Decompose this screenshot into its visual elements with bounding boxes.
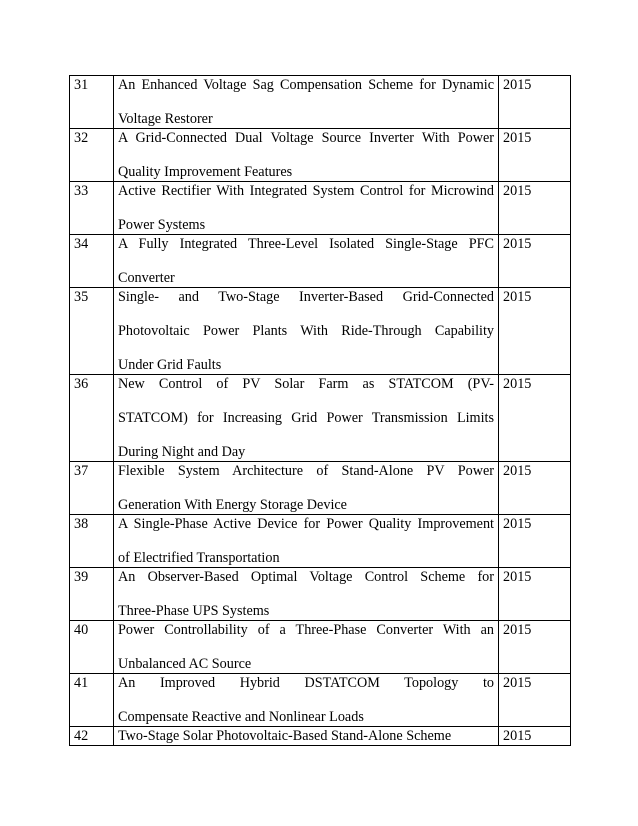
table-row bbox=[70, 76, 571, 129]
row-number: 39 bbox=[70, 568, 114, 621]
table-row bbox=[70, 182, 571, 235]
paper-title bbox=[114, 182, 499, 235]
row-number: 32 bbox=[70, 129, 114, 182]
publication-year: 2015 bbox=[499, 462, 571, 515]
paper-title bbox=[114, 727, 499, 746]
paper-title-line: Two-Stage Solar Photovoltaic-Based Stand-Alone Scheme bbox=[118, 728, 452, 744]
paper-title bbox=[114, 375, 499, 462]
paper-title bbox=[114, 515, 499, 568]
paper-title-line: Active Rectifier With Integrated System Control for Microwind bbox=[118, 183, 494, 199]
paper-title-line: Compensate Reactive and Nonlinear Loads bbox=[118, 709, 364, 725]
paper-title-line: A Grid-Connected Dual Voltage Source Inverter With Power bbox=[118, 130, 494, 146]
paper-title bbox=[114, 129, 499, 182]
table-row bbox=[70, 568, 571, 621]
table-row bbox=[70, 129, 571, 182]
row-number: 31 bbox=[70, 76, 114, 129]
paper-title bbox=[114, 621, 499, 674]
publication-year: 2015 bbox=[499, 674, 571, 727]
row-number: 37 bbox=[70, 462, 114, 515]
table-row bbox=[70, 375, 571, 462]
paper-title bbox=[114, 235, 499, 288]
paper-title-line: STATCOM) for Increasing Grid Power Transmission Limits bbox=[118, 410, 494, 426]
row-number: 42 bbox=[70, 727, 114, 746]
paper-title bbox=[114, 568, 499, 621]
publication-year: 2015 bbox=[499, 621, 571, 674]
row-number: 36 bbox=[70, 375, 114, 462]
paper-title-line: Single- and Two-Stage Inverter-Based Grid-Connected bbox=[118, 289, 494, 305]
row-number: 35 bbox=[70, 288, 114, 375]
paper-title-line: Unbalanced AC Source bbox=[118, 656, 252, 672]
publication-year: 2015 bbox=[499, 515, 571, 568]
paper-title-line: Voltage Restorer bbox=[118, 111, 213, 127]
paper-title-line: An Observer-Based Optimal Voltage Control Scheme for bbox=[118, 569, 494, 585]
paper-title-line: Power Systems bbox=[118, 217, 206, 233]
table-row bbox=[70, 727, 571, 746]
paper-title bbox=[114, 674, 499, 727]
row-number: 41 bbox=[70, 674, 114, 727]
paper-title-line: During Night and Day bbox=[118, 444, 246, 460]
paper-title-line: An Enhanced Voltage Sag Compensation Scheme for Dynamic bbox=[118, 77, 494, 93]
paper-title-line: New Control of PV Solar Farm as STATCOM (PV- bbox=[118, 376, 494, 392]
table-row bbox=[70, 674, 571, 727]
row-number: 40 bbox=[70, 621, 114, 674]
publication-year: 2015 bbox=[499, 568, 571, 621]
papers-table bbox=[69, 75, 571, 746]
table-row bbox=[70, 288, 571, 375]
paper-title bbox=[114, 76, 499, 129]
paper-title-line: Generation With Energy Storage Device bbox=[118, 497, 347, 513]
paper-title-line: A Fully Integrated Three-Level Isolated Single-Stage PFC bbox=[118, 236, 494, 252]
paper-title-line: A Single-Phase Active Device for Power Quality Improvement bbox=[118, 516, 494, 532]
publication-year: 2015 bbox=[499, 129, 571, 182]
table-row bbox=[70, 235, 571, 288]
publication-year: 2015 bbox=[499, 235, 571, 288]
paper-title-line: An Improved Hybrid DSTATCOM Topology to bbox=[118, 675, 494, 691]
row-number: 33 bbox=[70, 182, 114, 235]
paper-title-line: Converter bbox=[118, 270, 175, 286]
table-row bbox=[70, 462, 571, 515]
publication-year: 2015 bbox=[499, 727, 571, 746]
row-number: 38 bbox=[70, 515, 114, 568]
publication-year: 2015 bbox=[499, 76, 571, 129]
paper-title bbox=[114, 288, 499, 375]
paper-title-line: of Electrified Transportation bbox=[118, 550, 280, 566]
paper-title bbox=[114, 462, 499, 515]
publication-year: 2015 bbox=[499, 375, 571, 462]
paper-title-line: Three-Phase UPS Systems bbox=[118, 603, 270, 619]
paper-title-line: Under Grid Faults bbox=[118, 357, 222, 373]
table-row bbox=[70, 515, 571, 568]
table-row bbox=[70, 621, 571, 674]
row-number: 34 bbox=[70, 235, 114, 288]
paper-title-line: Quality Improvement Features bbox=[118, 164, 293, 180]
papers-table-body bbox=[70, 76, 571, 746]
paper-title-line: Flexible System Architecture of Stand-Alone PV Power bbox=[118, 463, 494, 479]
publication-year: 2015 bbox=[499, 182, 571, 235]
paper-title-line: Photovoltaic Power Plants With Ride-Through Capability bbox=[118, 323, 494, 339]
publication-year: 2015 bbox=[499, 288, 571, 375]
paper-title-line: Power Controllability of a Three-Phase Converter With an bbox=[118, 622, 494, 638]
